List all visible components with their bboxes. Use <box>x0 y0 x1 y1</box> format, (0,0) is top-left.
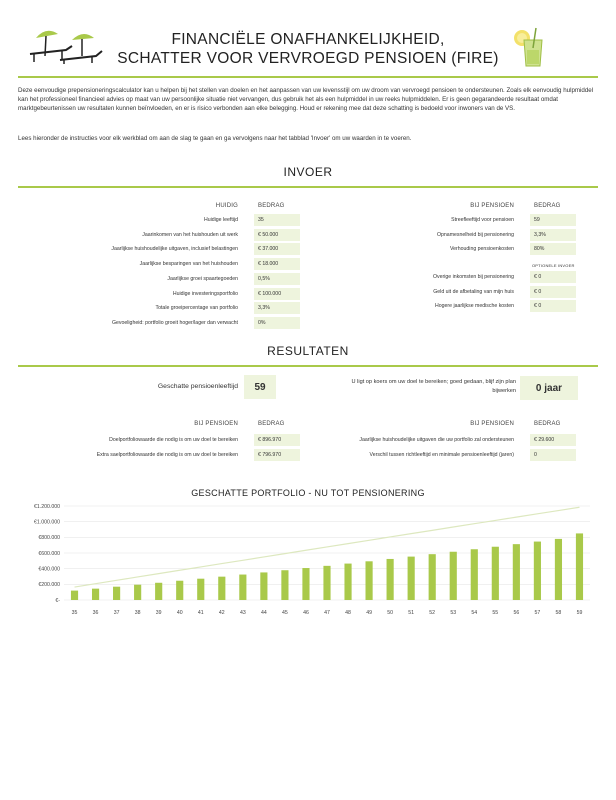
input-label: Huidige leeftijd <box>203 217 238 223</box>
divider <box>18 186 598 188</box>
bar <box>492 547 499 600</box>
x-tick-label: 46 <box>303 610 309 616</box>
bar <box>450 552 457 600</box>
y-tick-label: €1.200.000 <box>34 503 60 510</box>
bar <box>260 572 267 600</box>
bar <box>408 557 415 600</box>
x-tick-label: 49 <box>366 610 372 616</box>
x-tick-label: 57 <box>534 610 541 616</box>
beach-chairs-icon <box>26 26 104 66</box>
page-title <box>100 30 516 68</box>
divider <box>18 76 598 78</box>
bar <box>344 564 351 600</box>
input-value: € 100.000 <box>254 288 300 300</box>
col-header-amount: BEDRAG <box>534 203 561 209</box>
y-tick-label: €1.000.000 <box>34 519 60 526</box>
x-tick-label: 59 <box>576 610 583 616</box>
x-tick-label: 43 <box>239 610 246 616</box>
input-value: € 18.000 <box>254 258 300 270</box>
bar <box>239 575 246 600</box>
input-label: Totale groeipercentage van portfolio <box>155 305 238 312</box>
input-label: Opnamesnelheid bij pensionering <box>437 231 514 238</box>
result-value: € 796.970 <box>254 449 300 461</box>
y-tick-label: €800.000 <box>38 535 60 542</box>
x-tick-label: 48 <box>345 610 351 616</box>
input-value: 3,3% <box>254 302 300 314</box>
input-label: Jaarlijkse huishoudelijke uitgaven, inclusief belastingen <box>111 246 238 253</box>
divider <box>18 365 598 367</box>
x-tick-label: 47 <box>324 610 330 616</box>
col-header-amount: BEDRAG <box>534 421 561 427</box>
result-value: € 29.600 <box>530 434 576 446</box>
input-value: 80% <box>530 243 576 255</box>
bar <box>134 585 141 600</box>
input-label: Overige inkomsten bij pensionering <box>432 274 514 280</box>
input-value: 0% <box>254 317 300 329</box>
input-value: € 0 <box>530 300 576 312</box>
bar <box>155 583 162 600</box>
estimated-age-value: 59 <box>244 375 276 399</box>
input-value: € 50.000 <box>254 229 300 241</box>
x-tick-label: 53 <box>450 610 457 616</box>
bar <box>71 591 78 600</box>
x-tick-label: 42 <box>218 610 225 616</box>
portfolio-chart <box>18 498 598 622</box>
bar <box>576 533 583 600</box>
x-tick-label: 41 <box>197 610 204 616</box>
bar <box>534 542 541 600</box>
input-value: 0,5% <box>254 273 300 285</box>
bar <box>471 549 478 600</box>
intro-paragraph: Deze eenvoudige prepensioneringscalculator kan u helpen bij het stellen van doelen en het aanpassen van uw levensstijl om uw droom van vervroegd pensioen te ondersteunen. Zoals elk eenvoudig hulpmiddel kan het professioneel financieel advies op maat van uw persoonlijke situatie niet vervangen, dus gebruik het als een hulpmiddel in uw reeks hulpmiddelen. Er is geen gegarandeerde resultaat omdat marktgebeurtenissen uw resultaten kunnen beïnvloeden, en er is risico verbonden aan elke belegging. Houd er rekening mee dat deze schatting is bedoeld voor inwoners van de VS. <box>18 87 594 113</box>
result-label: Extra saelportfoliowaarde die nodig is om uw doel te bereiken <box>96 452 238 458</box>
y-tick-label: €600.000 <box>38 550 60 557</box>
x-tick-label: 36 <box>92 610 99 616</box>
resultaten-title: RESULTATEN <box>267 344 349 358</box>
x-tick-label: 55 <box>492 610 499 616</box>
title-line-2: SCHATTER VOOR VERVROEGD PENSIOEN (FIRE) <box>117 50 499 67</box>
estimated-age-label: Geschatte pensioenleeftijd <box>157 383 238 390</box>
col-header-retirement: BIJ PENSIOEN <box>194 421 238 427</box>
optional-input-label: OPTIONELE INVOER <box>532 263 575 268</box>
input-label: Jaarinkomen van het huishouden uit werk <box>142 231 238 238</box>
x-tick-label: 58 <box>555 610 562 616</box>
x-tick-label: 54 <box>471 610 478 616</box>
input-label: Geld uit de afbetaling van mijn huis <box>433 288 514 295</box>
bar <box>555 539 562 600</box>
result-label: Doelportfoliowaarde die nodig is om uw doel te bereiken <box>109 437 238 443</box>
col-header-retirement: BIJ PENSIOEN <box>470 203 514 209</box>
input-value: 3,3% <box>530 229 576 241</box>
bar <box>197 579 204 600</box>
bar <box>218 577 225 600</box>
result-value: 0 <box>530 449 576 461</box>
x-tick-label: 51 <box>408 610 415 616</box>
result-label: Jaarlijkse huishoudelijke uitgaven die uw portfolio zal ondersteunen <box>359 437 514 443</box>
result-value: € 896.970 <box>254 434 300 446</box>
bar <box>302 568 309 600</box>
input-label: Gevoeligheid: portfolio groeit hoger/lager dan verwacht <box>111 319 238 326</box>
bar <box>281 570 288 600</box>
on-track-message: U ligt op koers om uw doel te bereiken; goed gedaan, blijf zijn plan bijwerken <box>351 379 516 394</box>
intro-instructions: Lees hieronder de instructies voor elk werkblad om aan de slag te gaan en ga vervolgens naar het tabblad 'Invoer' om uw waarden in te voeren. <box>18 135 412 142</box>
x-tick-label: 45 <box>282 610 288 616</box>
title-line-1: FINANCIËLE ONAFHANKELIJKHEID, <box>171 31 445 48</box>
input-value: 35 <box>254 214 300 226</box>
input-label: Jaarlijkse groei spaartegoeden <box>167 275 238 282</box>
result-label: Verschil tussen richtleeftijd en minimale pensioenleeftijd (jaren) <box>369 452 514 458</box>
x-tick-label: 50 <box>387 610 394 616</box>
col-header-amount: BEDRAG <box>258 421 285 427</box>
x-tick-label: 44 <box>260 610 267 616</box>
input-label: Jaarlijkse besparingen van het huishouden <box>139 261 238 268</box>
y-tick-label: €200.000 <box>38 582 60 589</box>
invoer-title: INVOER <box>283 165 333 179</box>
input-label: Huidige investeringsportfolio <box>172 290 238 297</box>
chart-title: GESCHATTE PORTFOLIO - NU TOT PENSIONERING <box>191 488 425 498</box>
x-tick-label: 40 <box>176 610 183 616</box>
input-label: Streefleeftijd voor pensioen <box>451 217 514 223</box>
bar <box>113 587 120 600</box>
col-header-amount: BEDRAG <box>258 203 285 209</box>
bar <box>513 544 520 600</box>
input-label: Hogere jaarlijkse medische kosten <box>434 303 514 309</box>
col-header-retirement: BIJ PENSIOEN <box>470 421 514 427</box>
bar <box>366 561 373 600</box>
input-value: € 37.000 <box>254 243 300 255</box>
input-label: Verhouding pensioenkosten <box>449 246 514 252</box>
bar <box>176 581 183 600</box>
x-tick-label: 52 <box>429 610 436 616</box>
y-tick-label: €- <box>55 597 60 604</box>
y-tick-label: €400.000 <box>38 566 60 573</box>
x-tick-label: 56 <box>513 610 520 616</box>
col-header-current: HUIDIG <box>215 203 238 209</box>
bar <box>92 589 99 600</box>
x-tick-label: 38 <box>134 610 141 616</box>
x-tick-label: 35 <box>71 610 78 616</box>
input-value: € 0 <box>530 286 576 298</box>
input-value: 59 <box>530 214 576 226</box>
years-difference-value: 0 jaar <box>520 376 578 400</box>
input-value: € 0 <box>530 271 576 283</box>
x-tick-label: 39 <box>155 610 162 616</box>
bar <box>429 554 436 600</box>
bar <box>323 566 330 600</box>
x-tick-label: 37 <box>113 610 120 616</box>
bar <box>387 559 394 600</box>
